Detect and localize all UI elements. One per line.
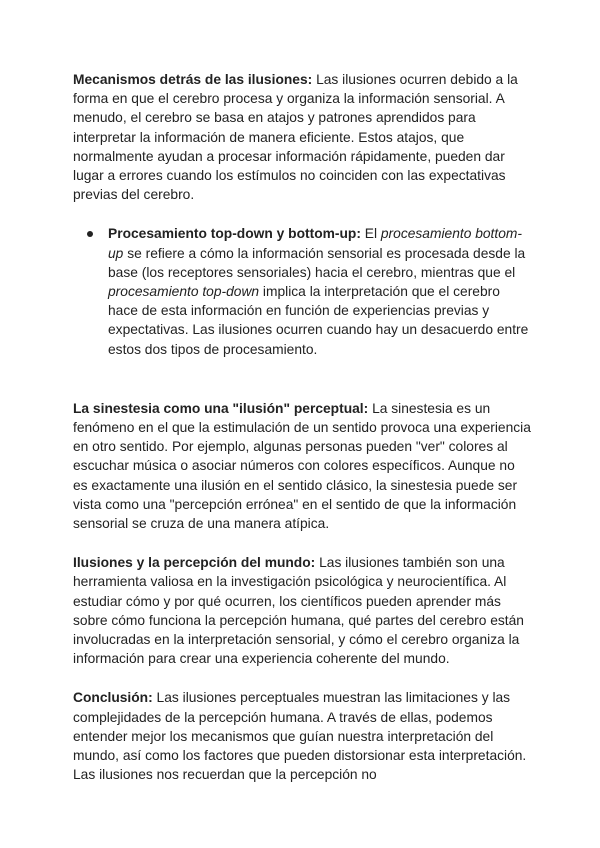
bullet-dot-icon: [87, 231, 93, 237]
text-world: Las ilusiones también son una herramienta valiosa en la investigación psicológica y neurocientífica. Al estudiar cómo y por qué ocurren, los científicos pueden aprender más sobre cómo funciona la percepción humana, qué partes del cerebro están involucradas en la interpretación sensorial, y cómo el cerebro organiza la información para crear una experiencia coherente del mundo.: [73, 555, 524, 667]
document-page: [73, 70, 533, 785]
text-mechanisms: Las ilusiones ocurren debido a la forma en que el cerebro procesa y organiza la información sensorial. A menudo, el cerebro se basa en atajos y patrones aprendidos para interpretar la información de manera eficiente. Estos atajos, que normalmente ayudan a procesar información rápidamente, pueden dar lugar a errores cuando los estímulos no coinciden con las expectativas previas del cerebro.: [73, 72, 518, 203]
italic-top-down: procesamiento top-down: [108, 284, 260, 300]
paragraph-world: [73, 553, 533, 668]
italic-bottom-up: procesamiento bottom-up: [108, 226, 522, 261]
heading-conclusion: Conclusión:: [73, 690, 153, 706]
bullet-list: [73, 224, 533, 358]
paragraph-mechanisms: [73, 70, 533, 204]
text-processing-1: El: [360, 226, 381, 242]
heading-mechanisms: Mecanismos detrás de las ilusiones:: [73, 72, 313, 87]
text-processing-3: implica la interpretación que el cerebro hace de esta información en función de experiencias previas y expectativas. Las ilusiones ocurren cuando hay un desacuerdo entre estos dos tipos de procesamiento.: [108, 284, 529, 357]
text-conclusion: Las ilusiones perceptuales muestran las limitaciones y las complejidades de la percepción humana. A través de ellas, podemos entender mejor los mecanismos que guían nuestra interpretación del mundo, así como los factores que pueden distorsionar esta interpretación. Las ilusiones nos recuerdan que la percepción no: [73, 690, 527, 783]
heading-processing: Procesamiento top-down y bottom-up:: [108, 226, 361, 242]
list-item: [73, 224, 533, 358]
text-processing-2: se refiere a cómo la información sensorial es procesada desde la base (los receptores sensoriales) hacia el cerebro, mientras que el: [108, 245, 526, 280]
paragraph-synesthesia: [73, 399, 533, 533]
heading-synesthesia: La sinestesia como una "ilusión" perceptual:: [73, 400, 369, 416]
text-synesthesia: La sinestesia es un fenómeno en el que la estimulación de un sentido provoca una experiencia en otro sentido. Por ejemplo, algunas personas pueden "ver" colores al escuchar música o asociar números con colores específicos. Aunque no es exactamente una ilusión en el sentido clásico, la sinestesia puede ser vista como una "percepción errónea" en el sentido de que la información sensorial se cruza de una manera atípica.: [73, 400, 531, 532]
heading-world: Ilusiones y la percepción del mundo:: [73, 555, 316, 571]
paragraph-conclusion: [73, 688, 533, 784]
